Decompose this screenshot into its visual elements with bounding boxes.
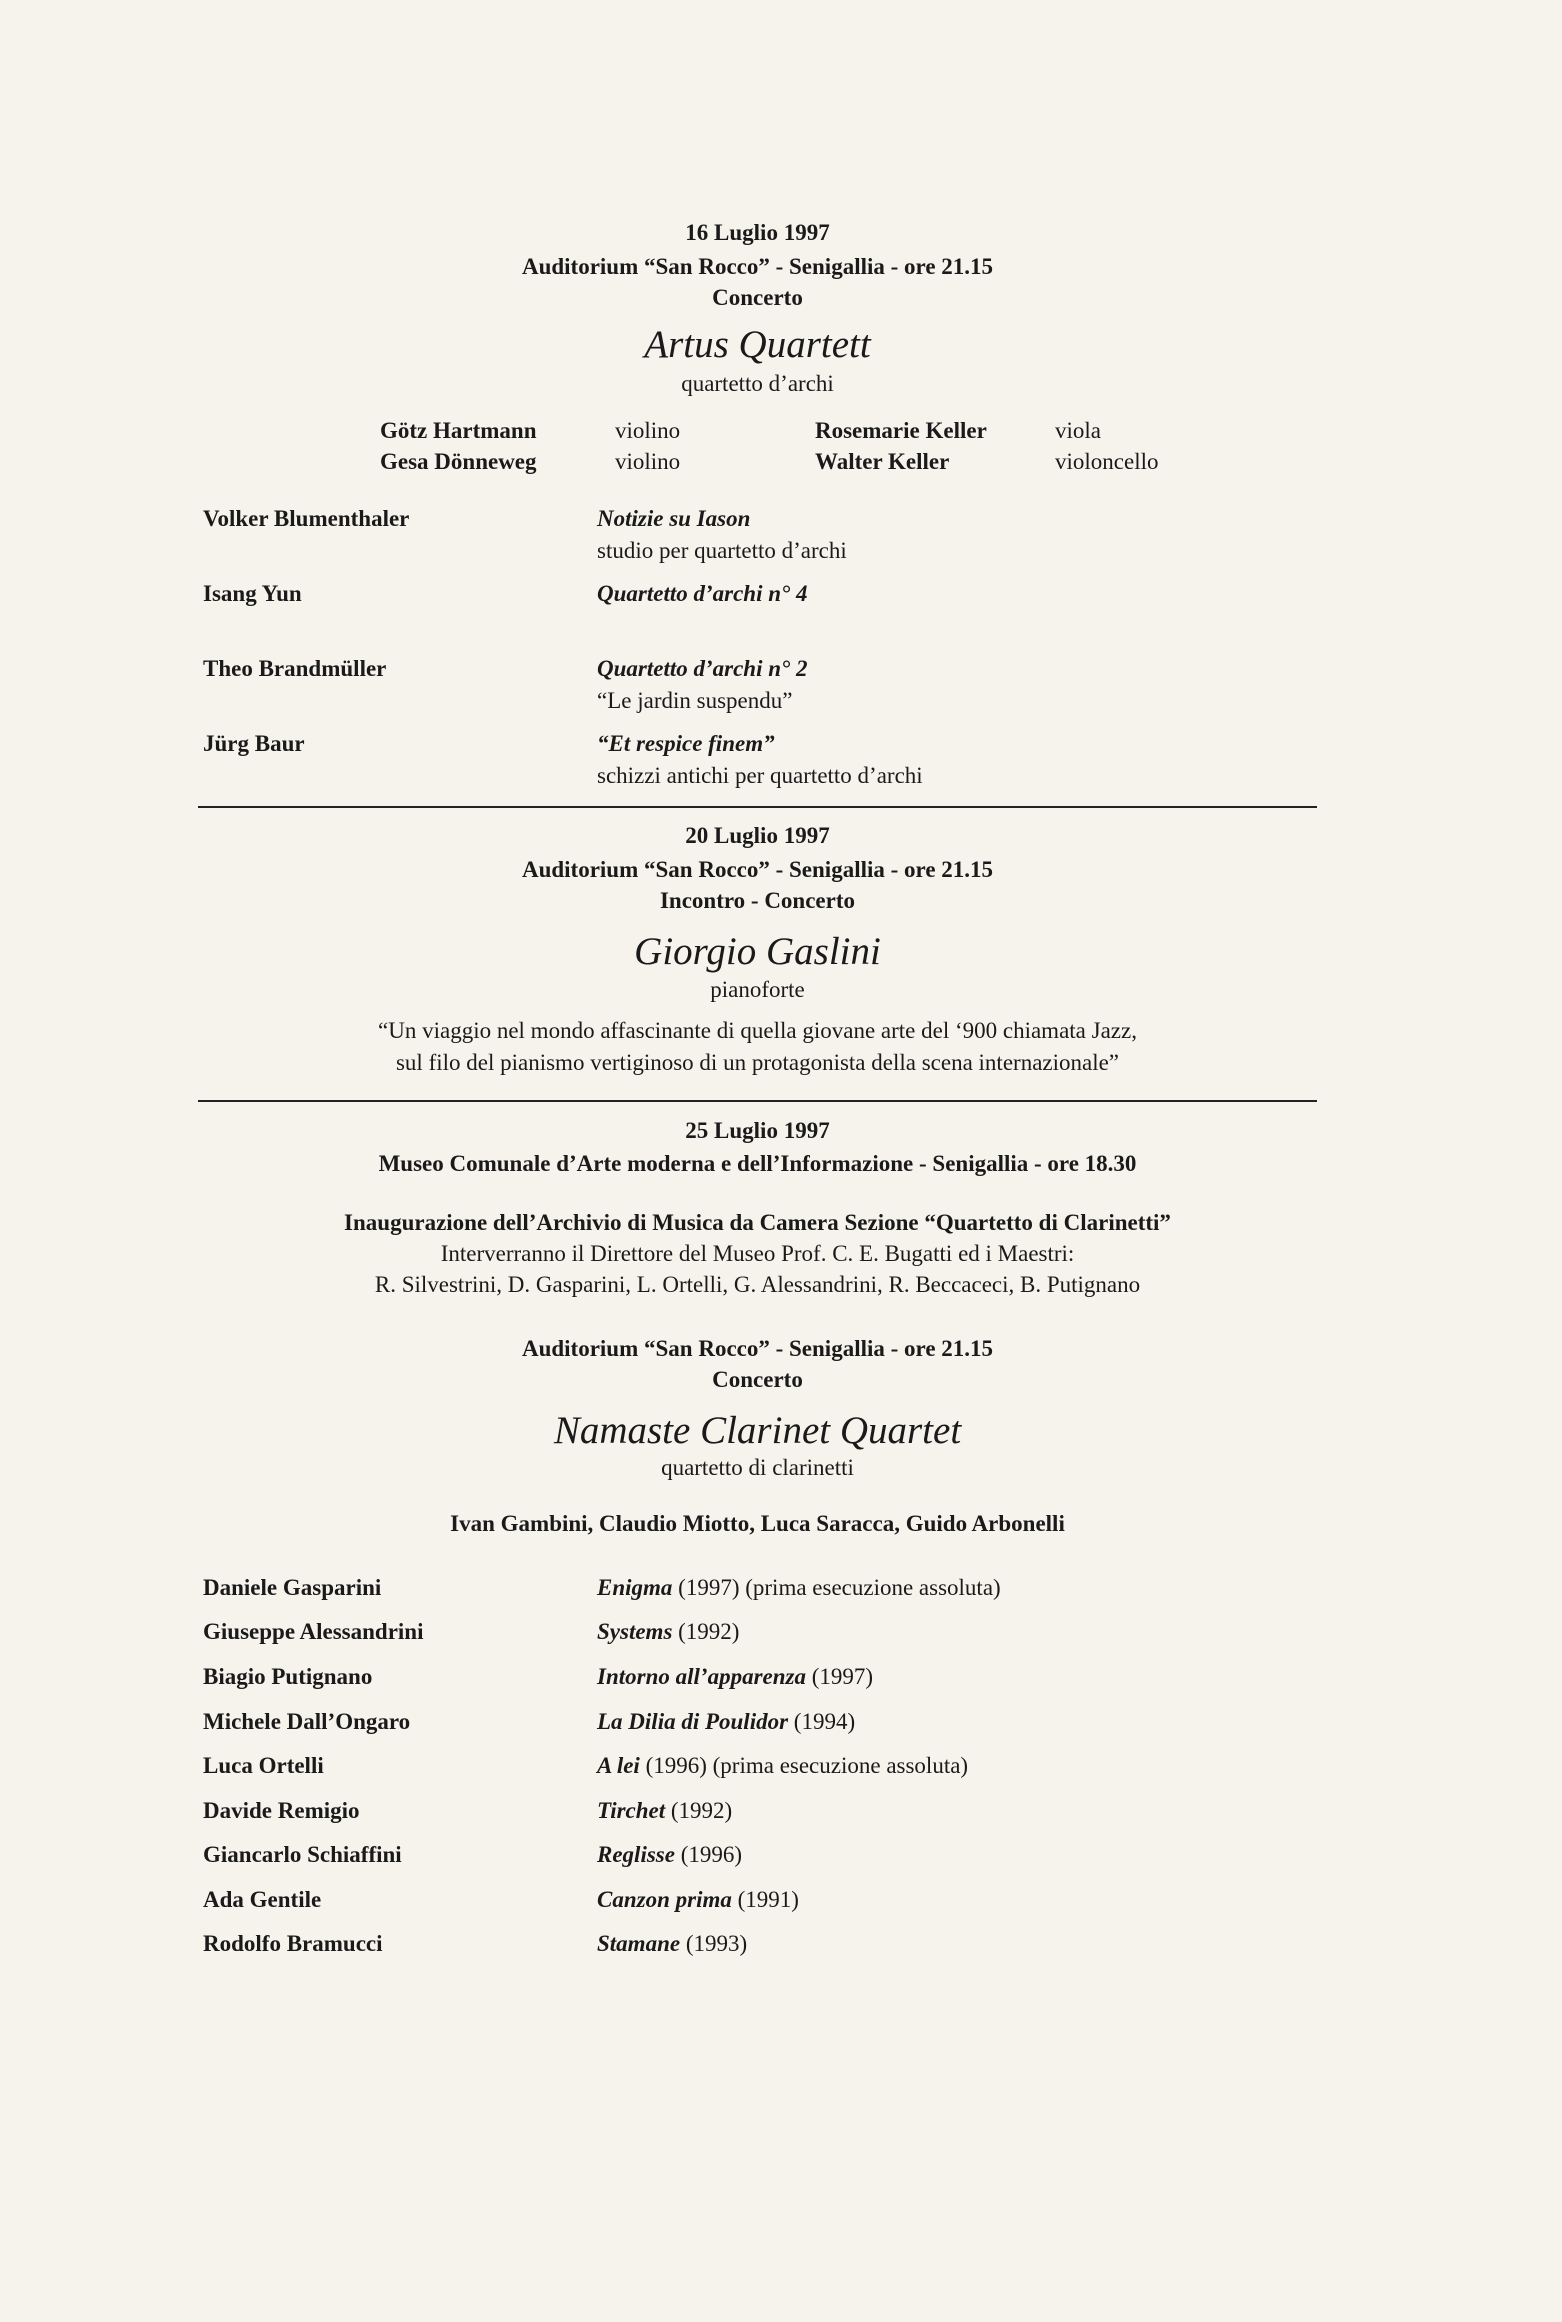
composer-name: Theo Brandmüller	[203, 656, 387, 681]
work-detail: (1993)	[680, 1931, 748, 1956]
composer-name: Luca Ortelli	[203, 1753, 324, 1778]
work-note: “Le jardin suspendu”	[597, 688, 793, 713]
composer-name: Giancarlo Schiaffini	[203, 1842, 402, 1867]
event3-title: Namaste Clarinet Quartet	[553, 1409, 962, 1452]
musician-name: Gesa Dönneweg	[380, 449, 537, 474]
work-detail: (1991)	[731, 1887, 799, 1912]
work-title: Canzon prima	[597, 1887, 732, 1912]
event3-venue2: Auditorium “San Rocco” - Senigallia - ore 21.15	[521, 1336, 994, 1361]
work-entry	[597, 1798, 732, 1824]
event2-title: Giorgio Gaslini	[634, 930, 881, 973]
event2-type: Incontro - Concerto	[659, 888, 856, 913]
work-title: Stamane	[597, 1931, 681, 1956]
work-title: La Dilia di Poulidor	[597, 1709, 789, 1734]
work-title: Intorno all’apparenza	[597, 1664, 806, 1689]
musician-name: Götz Hartmann	[380, 418, 537, 443]
event3-speakers-line1: Interverranno il Direttore del Museo Prof. C. E. Bugatti ed i Maestri:	[440, 1241, 1075, 1266]
composer-name: Davide Remigio	[203, 1798, 360, 1823]
work-title: “Et respice finem”	[597, 731, 775, 756]
work-detail: (1992)	[672, 1619, 740, 1644]
divider	[198, 806, 1317, 808]
composer-name: Daniele Gasparini	[203, 1575, 382, 1600]
work-entry	[597, 1753, 968, 1779]
event1-subtitle: quartetto d’archi	[681, 371, 834, 396]
work-detail: (1996)	[674, 1842, 743, 1867]
work-title: Quartetto d’archi n° 2	[597, 656, 808, 681]
work-detail: (1994)	[788, 1709, 856, 1734]
event2-quote-line2: sul filo del pianismo vertiginoso di un protagonista della scena internazionale”	[395, 1050, 1120, 1075]
work-entry	[597, 1887, 799, 1913]
event2-venue: Auditorium “San Rocco” - Senigallia - ore 21.15	[521, 857, 994, 882]
musician-instrument: viola	[1055, 418, 1101, 443]
work-entry	[597, 1575, 1001, 1601]
event3-venue: Museo Comunale d’Arte moderna e dell’Informazione - Senigallia - ore 18.30	[378, 1151, 1137, 1176]
event1-date: 16 Luglio 1997	[685, 220, 830, 245]
event2-subtitle: pianoforte	[710, 977, 805, 1002]
work-note: studio per quartetto d’archi	[597, 538, 847, 563]
work-title: Tirchet	[597, 1798, 666, 1823]
work-title: Notizie su Iason	[597, 506, 751, 531]
musician-instrument: violino	[615, 449, 681, 474]
composer-name: Jürg Baur	[203, 731, 305, 756]
work-note: schizzi antichi per quartetto d’archi	[597, 763, 923, 788]
event1-type: Concerto	[712, 285, 803, 310]
musician-instrument: violino	[615, 418, 681, 443]
musician-instrument: violoncello	[1055, 449, 1159, 474]
work-entry	[597, 1842, 742, 1868]
event1-title: Artus Quartett	[644, 323, 871, 366]
composer-name: Michele Dall’Ongaro	[203, 1709, 411, 1734]
composer-name: Isang Yun	[203, 581, 302, 606]
event3-date: 25 Luglio 1997	[685, 1118, 830, 1143]
event1-venue: Auditorium “San Rocco” - Senigallia - ore 21.15	[521, 254, 994, 279]
composer-name: Rodolfo Bramucci	[203, 1931, 383, 1956]
work-title: Quartetto d’archi n° 4	[597, 581, 808, 606]
musician-name: Walter Keller	[815, 449, 950, 474]
work-detail: (1997)	[805, 1664, 874, 1689]
composer-name: Ada Gentile	[203, 1887, 322, 1912]
work-title: Systems	[597, 1619, 673, 1644]
work-entry	[597, 1619, 739, 1645]
event3-subtitle: quartetto di clarinetti	[661, 1455, 854, 1480]
work-entry	[597, 1664, 873, 1690]
event3-speakers-line2: R. Silvestrini, D. Gasparini, L. Ortelli, G. Alessandrini, R. Beccaceci, B. Putignano	[374, 1272, 1141, 1297]
event2-date: 20 Luglio 1997	[685, 823, 830, 848]
divider	[198, 1100, 1317, 1102]
work-title: Reglisse	[597, 1842, 675, 1867]
event3-type: Concerto	[712, 1367, 803, 1392]
work-detail: (1996) (prima esecuzione assoluta)	[639, 1753, 969, 1778]
composer-name: Giuseppe Alessandrini	[203, 1619, 424, 1644]
event3-members: Ivan Gambini, Claudio Miotto, Luca Saracca, Guido Arbonelli	[450, 1511, 1065, 1536]
work-detail: (1992)	[665, 1798, 733, 1823]
work-title: Enigma	[597, 1575, 673, 1600]
work-detail: (1997) (prima esecuzione assoluta)	[672, 1575, 1001, 1600]
event2-quote-line1: “Un viaggio nel mondo affascinante di quella giovane arte del ‘900 chiamata Jazz,	[378, 1018, 1137, 1043]
work-entry	[597, 1931, 747, 1957]
event3-inauguration: Inaugurazione dell’Archivio di Musica da Camera Sezione “Quartetto di Clarinetti”	[344, 1210, 1171, 1235]
composer-name: Biagio Putignano	[203, 1664, 373, 1689]
work-entry	[597, 1709, 855, 1735]
work-title: A lei	[597, 1753, 640, 1778]
musician-name: Rosemarie Keller	[815, 418, 987, 443]
composer-name: Volker Blumenthaler	[203, 506, 410, 531]
